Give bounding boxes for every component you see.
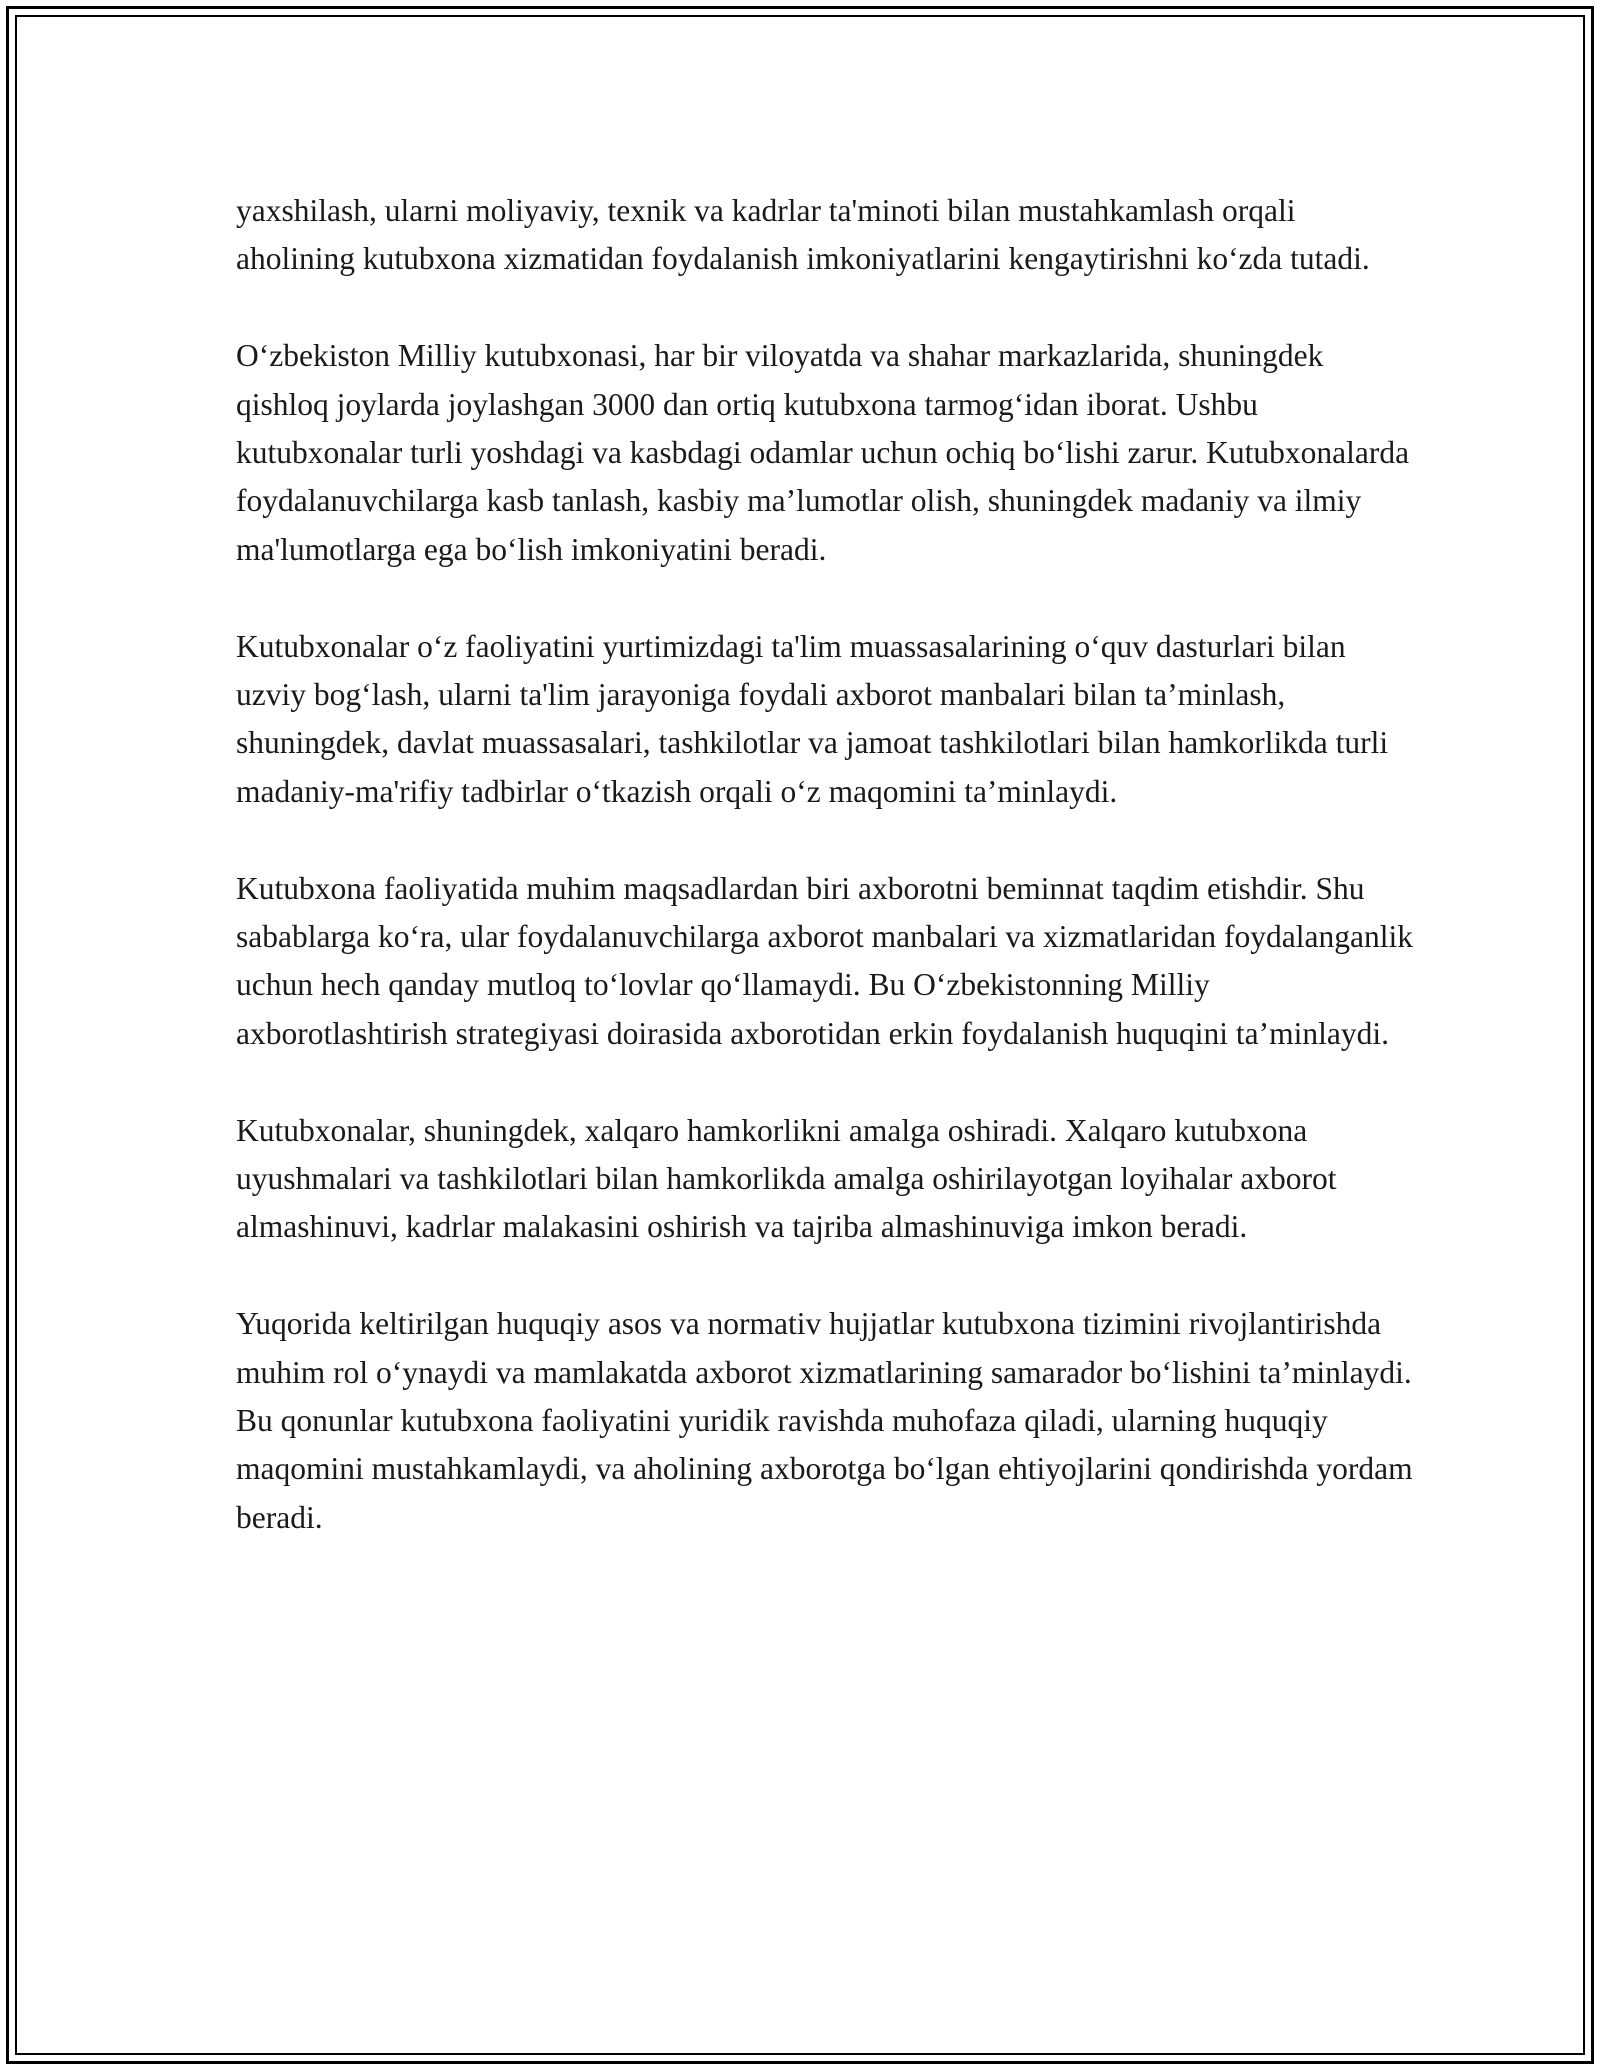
paragraph-5: Kutubxonalar, shuningdek, xalqaro hamkorlikni amalga oshiradi. Xalqaro kutubxona uyushmalari va tashkilotlari bilan hamkorlikda amalga oshirilayotgan loyihalar axborot almashinuvi, kadrlar malakasini oshirish va tajriba almashinuviga imkon beradi. bbox=[236, 1112, 1337, 1245]
paragraph-2: O‘zbekiston Milliy kutubxonasi, har bir viloyatda va shahar markazlarida, shuningdek qishloq joylarda joylashgan 3000 dan ortiq kutubxona tarmog‘idan iborat. Ushbu kutubxonalar turli yoshdagi va kasbdagi odamlar uchun ochiq bo‘lishi zarur. Kutubxonalarda foydalanuvchilarga kasb tanlash, kasbiy ma’lumotlar olish, shuningdek madaniy va ilmiy ma'lumotlarga ega bo‘lish imkoniyatini beradi. bbox=[236, 338, 1410, 567]
paragraph-4: Kutubxona faoliyatida muhim maqsadlardan biri axborotni beminnat taqdim etishdir. Shu sabablarga ko‘ra, ular foydalanuvchilarga axborot manbalari va xizmatlaridan foydalanganlik uchun hech qanday mutloq to‘lovlar qo‘llamaydi. Bu O‘zbekistonning Milliy axborotlashtirish strategiyasi doirasida axborotidan erkin foydalanish huquqini ta’minlaydi. bbox=[236, 870, 1413, 1051]
paragraph-1: yaxshilash, ularni moliyaviy, texnik va kadrlar ta'minoti bilan mustahkamlash orqali aholining kutubxona xizmatidan foydalanish imkoniyatlarini kengaytirishni ko‘zda tutadi. bbox=[236, 193, 1370, 277]
document-body bbox=[236, 187, 1416, 1591]
paragraph-3: Kutubxonalar o‘z faoliyatini yurtimizdagi ta'lim muassasalarining o‘quv dasturlari bilan uzviy bog‘lash, ularni ta'lim jarayoniga foydali axborot manbalari bilan ta’minlash, shuningdek, davlat muassasalari, tashkilotlar va jamoat tashkilotlari bilan hamkorlikda turli madaniy-ma'rifiy tadbirlar o‘tkazish orqali o‘z maqomini ta’minlaydi. bbox=[236, 628, 1389, 809]
paragraph-6: Yuqorida keltirilgan huquqiy asos va normativ hujjatlar kutubxona tizimini rivojlantirishda muhim rol o‘ynaydi va mamlakatda axborot xizmatlarining samarador bo‘lishini ta’minlaydi. Bu qonunlar kutubxona faoliyatini yuridik ravishda muhofaza qiladi, ularning huquqiy maqomini mustahkamlaydi, va aholining axborotga bo‘lgan ehtiyojlarini qondirishda yordam beradi. bbox=[236, 1306, 1413, 1535]
